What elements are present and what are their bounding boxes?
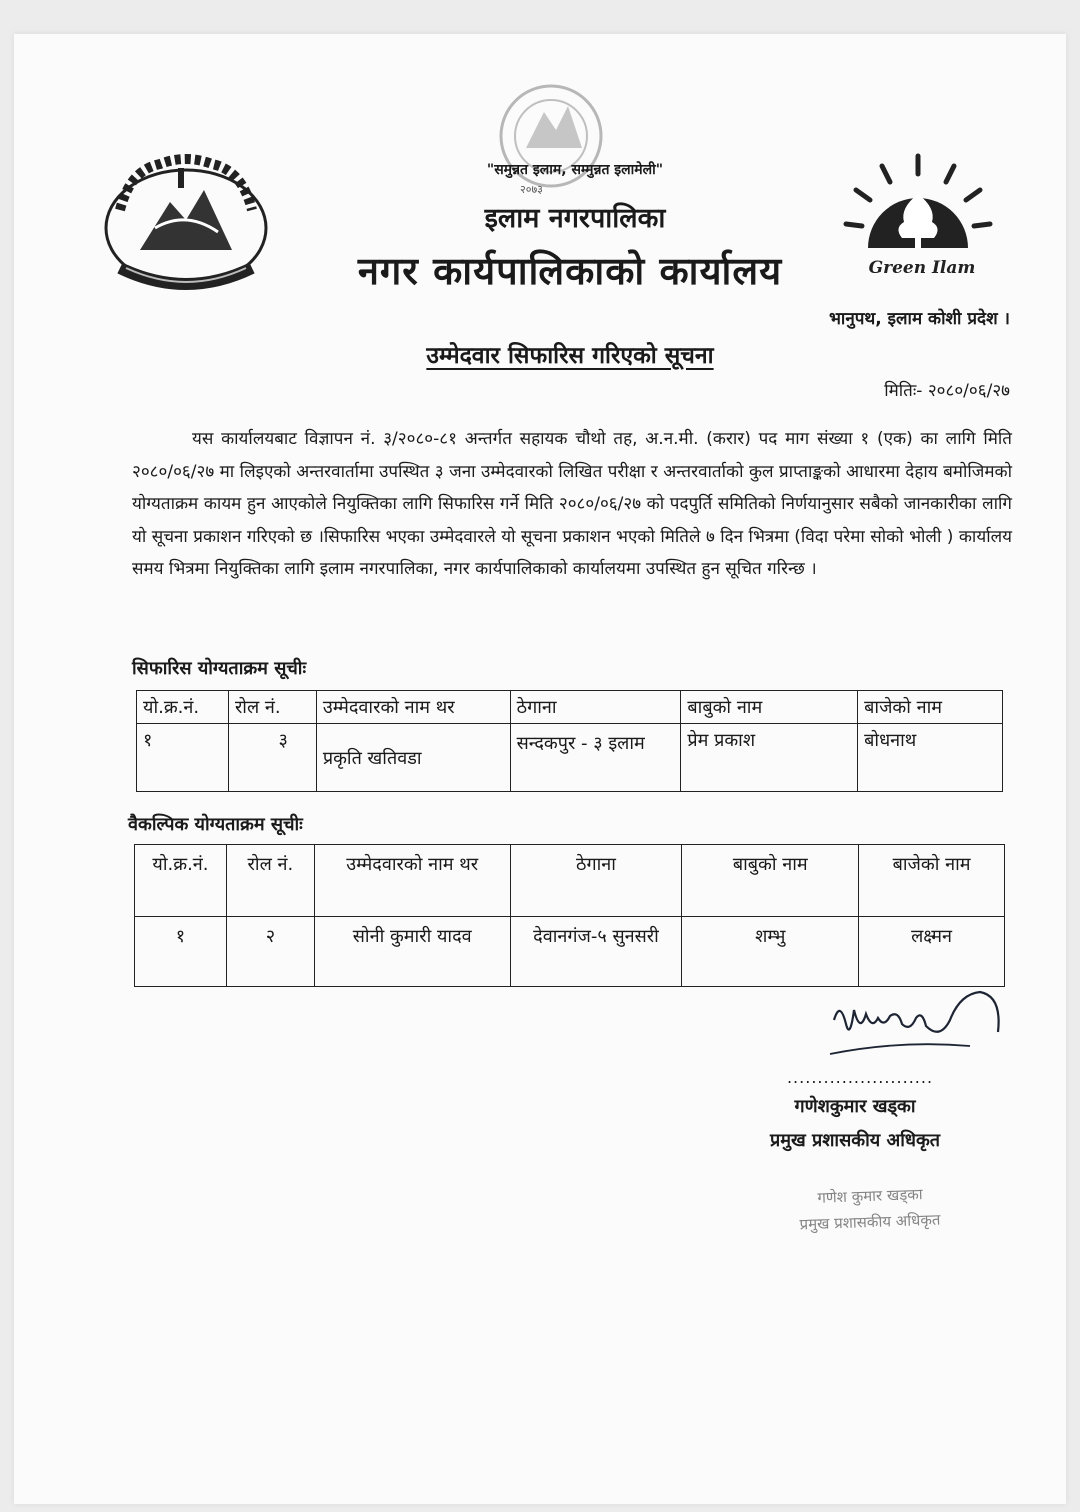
table-header-row	[137, 691, 1003, 724]
recommended-table	[136, 690, 1003, 792]
green-ilam-logo-text: Green Ilam	[868, 258, 976, 278]
header-grandfather-name: बाजेको नाम	[858, 691, 1003, 724]
table-header-row	[135, 845, 1005, 917]
header-serial: यो.क्र.नं.	[135, 845, 227, 917]
cell-roll: ३	[228, 724, 316, 792]
cell-candidate-name: प्रकृति खतिवडा	[316, 724, 510, 792]
stamp-signatory-title: प्रमुख प्रशासकीय अधिकृत	[799, 1210, 941, 1234]
stamp-signatory-name: गणेश कुमार खड्का	[817, 1185, 923, 1207]
signatory-name: गणेशकुमार खड्का	[794, 1096, 916, 1117]
header-address: ठेगाना	[510, 691, 681, 724]
cell-roll: २	[226, 917, 314, 987]
recommended-list-label: सिफारिस योग्यताक्रम सूचीः	[132, 658, 307, 679]
cell-grandfather-name: लक्ष्मन	[859, 917, 1005, 987]
header-roll: रोल नं.	[228, 691, 316, 724]
slogan: "समुन्नत इलाम, सम्मुन्नत इलामेली"	[486, 162, 664, 178]
notice-heading: उम्मेदवार सिफारिस गरिएको सूचना	[426, 343, 714, 369]
nepal-emblem-icon	[100, 150, 272, 292]
cell-serial: १	[135, 917, 227, 987]
header-grandfather-name: बाजेको नाम	[859, 845, 1005, 917]
cell-father-name: शम्भु	[682, 917, 859, 987]
cell-address: देवानगंज-५ सुनसरी	[510, 917, 682, 987]
office-address: भानुपथ, इलाम कोशी प्रदेश ।	[828, 309, 1010, 329]
header-father-name: बाबुको नाम	[682, 845, 859, 917]
cell-grandfather-name: बोधनाथ	[858, 724, 1003, 792]
table-row	[137, 724, 1003, 792]
stamp-year: २०७३	[520, 183, 543, 196]
header-address: ठेगाना	[510, 845, 682, 917]
cell-father-name: प्रेम प्रकाश	[681, 724, 858, 792]
header-candidate-name: उम्मेदवारको नाम थर	[316, 691, 510, 724]
header-candidate-name: उम्मेदवारको नाम थर	[314, 845, 510, 917]
cell-candidate-name: सोनी कुमारी यादव	[314, 917, 510, 987]
notice-date: मितिः- २०८०/०६/२७	[884, 381, 1010, 401]
table-row	[135, 917, 1005, 987]
office-name: नगर कार्यपालिकाको कार्यालय	[357, 248, 783, 293]
cell-serial: १	[137, 724, 229, 792]
signature-line: ........................	[786, 1068, 934, 1087]
office-seal-stamp	[486, 78, 616, 198]
header-roll: रोल नं.	[226, 845, 314, 917]
handwritten-signature	[820, 980, 1010, 1060]
cell-address: सन्दकपुर - ३ इलाम	[510, 724, 681, 792]
alternate-list-label: वैकल्पिक योग्यताक्रम सूचीः	[128, 814, 303, 835]
alternate-table	[134, 844, 1005, 987]
header-serial: यो.क्र.नं.	[137, 691, 229, 724]
notice-body: यस कार्यालयबाट विज्ञापन नं. ३/२०८०-८१ अन्तर्गत सहायक चौथो तह, अ.न.मी. (करार) पद माग संख्या १ (एक) का लागि मिति २०८०/०६/२७ मा लिइएको अन्तरवार्तामा उपस्थित ३ जना उम्मेदवारको लिखित परीक्षा र अन्तरवार्ताको कुल प्राप्ताङ्कको आधारमा देहाय बमोजिमको योग्यताक्रम कायम हुन आएकोले नियुक्तिका लागि सिफारिस गर्ने मिति २०८०/०६/२७ को पदपुर्ति समितिको निर्णयानुसार सबैको जानकारीका लागि यो सूचना प्रकाशन गरिएको छ ।सिफारिस भएका उम्मेदवारले यो सूचना प्रकाशन भएको मितिले ७ दिन भित्रमा (विदा परेमा सोको भोली ) कार्यालय समय भित्रमा नियुक्तिका लागि इलाम नगरपालिका, नगर कार्यपालिकाको कार्यालयमा उपस्थित हुन सूचित गरिन्छ ।	[132, 429, 1012, 579]
signatory-title: प्रमुख प्रशासकीय अधिकृत	[769, 1130, 941, 1151]
header-father-name: बाबुको नाम	[681, 691, 858, 724]
municipality-name: इलाम नगरपालिका	[484, 203, 666, 234]
